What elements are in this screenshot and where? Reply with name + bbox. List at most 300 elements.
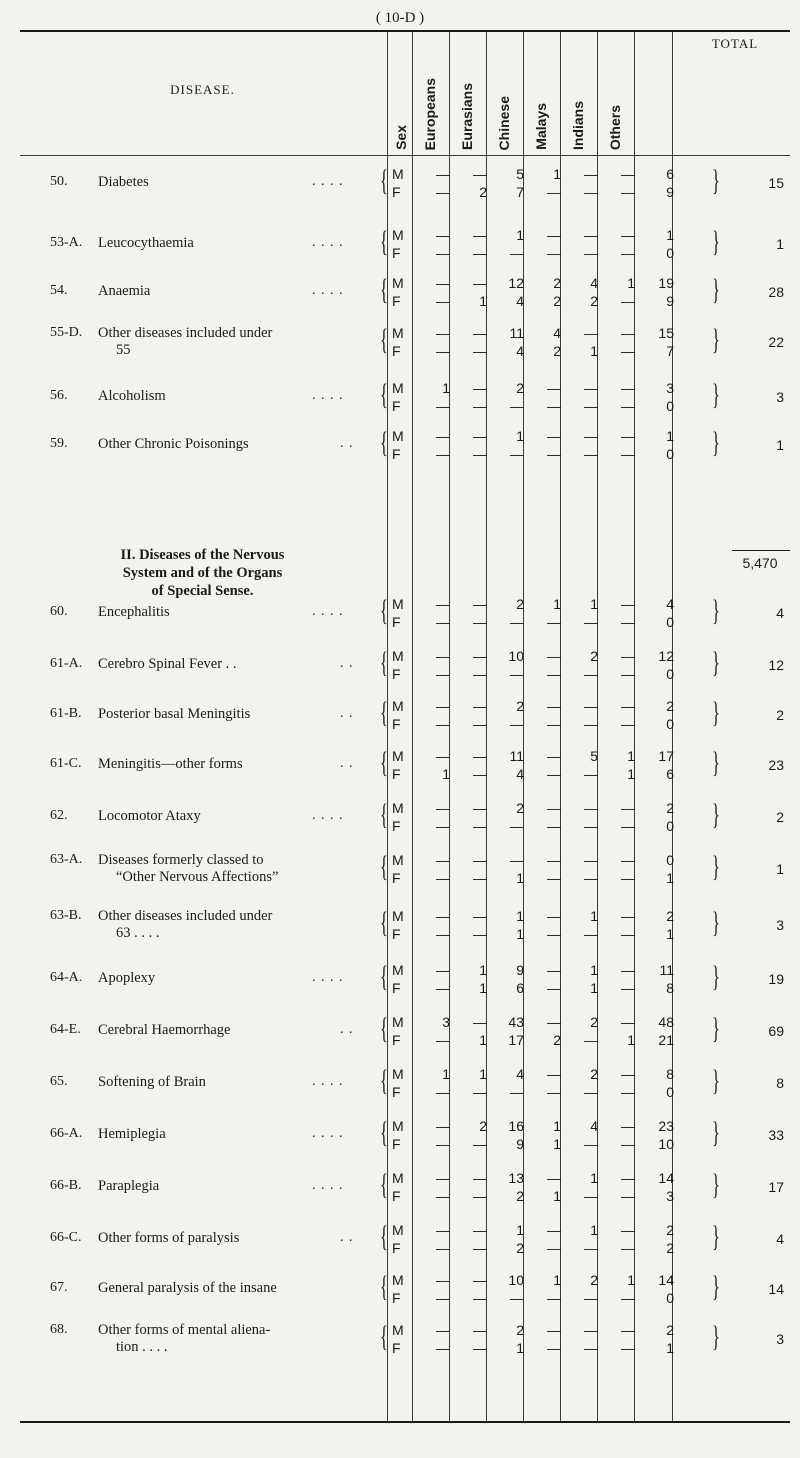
cell-female: 1 (516, 926, 524, 942)
right-brace: } (712, 696, 720, 729)
row-total: 69 (768, 1023, 784, 1039)
cell-female: — (436, 293, 450, 309)
row-total: 1 (776, 437, 784, 453)
disease-name: Apoplexy (98, 970, 156, 986)
cell-male: — (436, 748, 450, 764)
cell-male: 1 (516, 428, 524, 444)
cell-female: — (584, 398, 598, 414)
cell-male: — (473, 648, 487, 664)
cell-female: — (621, 980, 635, 996)
cell-female: — (473, 1188, 487, 1204)
cell-male: 17 (658, 748, 674, 764)
sex-female: F (392, 614, 401, 630)
cell-male: — (621, 227, 635, 243)
cell-male: — (621, 596, 635, 612)
cell-male: 1 (553, 596, 561, 612)
cell-female: — (436, 1032, 450, 1048)
row-total: 14 (768, 1281, 784, 1297)
right-brace: } (712, 1320, 720, 1353)
cell-female: 2 (553, 1032, 561, 1048)
left-brace: { (380, 273, 388, 306)
cell-male: — (436, 1322, 450, 1338)
cell-female: — (547, 245, 561, 261)
cell-female: 1 (553, 1136, 561, 1152)
cell-male: — (584, 380, 598, 396)
row-total: 3 (776, 917, 784, 933)
leader-dots: . . (340, 1022, 354, 1037)
cell-male: 15 (658, 325, 674, 341)
cell-female: — (473, 870, 487, 886)
cell-male: — (621, 1222, 635, 1238)
disease-code: 50. (50, 174, 68, 189)
cell-male: — (547, 648, 561, 664)
cell-male: 12 (658, 648, 674, 664)
header-chinese: Chinese (496, 95, 512, 150)
cell-female: — (436, 343, 450, 359)
disease-name: Softening of Brain (98, 1074, 206, 1090)
cell-female: — (584, 1240, 598, 1256)
cell-male: 1 (627, 1272, 635, 1288)
cell-male: — (436, 1272, 450, 1288)
section-heading-line-2: System and of the Organs (122, 565, 283, 581)
sex-male: M (392, 1322, 404, 1338)
cell-male: 1 (516, 227, 524, 243)
sex-male: M (392, 1066, 404, 1082)
cell-male: 5 (590, 748, 598, 764)
cell-male: — (436, 227, 450, 243)
cell-female: — (584, 1084, 598, 1100)
cell-male: — (547, 962, 561, 978)
header-bottom-rule (20, 155, 790, 156)
cell-male: 6 (666, 166, 674, 182)
cell-male: 3 (442, 1014, 450, 1030)
cell-female: — (584, 1032, 598, 1048)
left-brace: { (380, 164, 388, 197)
cell-male: 23 (658, 1118, 674, 1134)
cell-female: — (547, 1240, 561, 1256)
left-brace: { (380, 1012, 388, 1045)
cell-female: — (621, 293, 635, 309)
cell-male: — (473, 698, 487, 714)
sex-male: M (392, 1014, 404, 1030)
cell-female: — (584, 1136, 598, 1152)
cell-female: — (510, 1084, 524, 1100)
cell-male: 8 (666, 1066, 674, 1082)
disease-code: 61-B. (50, 706, 82, 721)
cell-female: — (584, 1340, 598, 1356)
sex-female: F (392, 926, 401, 942)
cell-male: — (621, 698, 635, 714)
cell-female: 0 (666, 1290, 674, 1306)
cell-female: 2 (666, 1240, 674, 1256)
cell-male: — (584, 428, 598, 444)
disease-name: Locomotor Ataxy (98, 808, 201, 824)
cell-female: — (584, 716, 598, 732)
cell-male: — (473, 1014, 487, 1030)
cell-male: 2 (516, 698, 524, 714)
left-brace: { (380, 378, 388, 411)
leader-dots: . . (340, 436, 354, 451)
cell-female: — (621, 1084, 635, 1100)
left-brace: { (380, 1168, 388, 1201)
cell-female: 9 (666, 293, 674, 309)
cell-female: 0 (666, 398, 674, 414)
sex-male: M (392, 800, 404, 816)
cell-female: — (473, 1340, 487, 1356)
sex-female: F (392, 398, 401, 414)
cell-female: 0 (666, 614, 674, 630)
cell-male: 1 (442, 1066, 450, 1082)
leader-dots: . . . . (312, 970, 344, 985)
cell-female: — (584, 666, 598, 682)
right-brace: } (712, 906, 720, 939)
cell-female: — (473, 245, 487, 261)
cell-female: — (547, 818, 561, 834)
cell-female: 9 (666, 184, 674, 200)
cell-female: 21 (658, 1032, 674, 1048)
cell-male: — (547, 1170, 561, 1186)
sex-female: F (392, 1032, 401, 1048)
cell-female: — (436, 1340, 450, 1356)
disease-code: 68. (50, 1322, 68, 1337)
cell-female: 0 (666, 818, 674, 834)
disease-name: Other diseases included under (98, 908, 273, 924)
cell-female: — (510, 716, 524, 732)
disease-name-continued: 63 . . . . (116, 925, 160, 941)
disease-code: 61-A. (50, 656, 83, 671)
cell-female: — (510, 398, 524, 414)
cell-female: — (436, 1136, 450, 1152)
disease-code: 63-A. (50, 852, 83, 867)
cell-female: — (436, 1290, 450, 1306)
cell-female: — (547, 870, 561, 886)
cell-female: — (510, 245, 524, 261)
cell-female: — (436, 1084, 450, 1100)
cell-female: 7 (666, 343, 674, 359)
cell-male: 1 (516, 908, 524, 924)
cell-female: 1 (516, 870, 524, 886)
sex-male: M (392, 1170, 404, 1186)
cell-female: — (621, 446, 635, 462)
cell-female: — (510, 446, 524, 462)
cell-female: — (621, 870, 635, 886)
cell-female: — (436, 870, 450, 886)
row-total: 4 (776, 605, 784, 621)
disease-code: 66-C. (50, 1230, 82, 1245)
sex-male: M (392, 380, 404, 396)
cell-female: 1 (553, 1188, 561, 1204)
cell-male: — (547, 227, 561, 243)
cell-male: — (547, 852, 561, 868)
disease-name: Diseases formerly classed to (98, 852, 264, 868)
left-brace: { (380, 1320, 388, 1353)
cell-female: — (473, 446, 487, 462)
cell-male: — (473, 1222, 487, 1238)
cell-female: — (547, 184, 561, 200)
row-total: 15 (768, 175, 784, 191)
cell-female: — (584, 1290, 598, 1306)
cell-male: — (436, 1118, 450, 1134)
right-brace: } (712, 1116, 720, 1149)
left-brace: { (380, 696, 388, 729)
left-brace: { (380, 1064, 388, 1097)
cell-male: — (584, 852, 598, 868)
cell-female: — (584, 870, 598, 886)
cell-male: 2 (590, 1014, 598, 1030)
cell-female: — (436, 666, 450, 682)
cell-female: — (510, 614, 524, 630)
cell-male: — (436, 908, 450, 924)
right-brace: } (712, 1168, 720, 1201)
cell-male: — (621, 1322, 635, 1338)
sex-male: M (392, 908, 404, 924)
cell-female: 2 (553, 293, 561, 309)
sex-male: M (392, 748, 404, 764)
cell-female: 4 (516, 766, 524, 782)
cell-male: — (436, 962, 450, 978)
cell-male: — (584, 227, 598, 243)
cell-male: — (473, 166, 487, 182)
cell-male: 1 (590, 908, 598, 924)
cell-female: 4 (516, 343, 524, 359)
cell-male: 2 (590, 648, 598, 664)
cell-female: — (473, 1084, 487, 1100)
cell-male: — (547, 800, 561, 816)
right-brace: } (712, 1220, 720, 1253)
left-brace: { (380, 594, 388, 627)
cell-male: — (547, 1322, 561, 1338)
leader-dots: . . (340, 1230, 354, 1245)
cell-male: — (436, 275, 450, 291)
leader-dots: . . . . (312, 235, 344, 250)
left-brace: { (380, 1270, 388, 1303)
cell-male: 2 (479, 1118, 487, 1134)
row-total: 3 (776, 389, 784, 405)
cell-female: — (621, 343, 635, 359)
cell-male: 4 (666, 596, 674, 612)
leader-dots: . . (340, 706, 354, 721)
cell-female: — (584, 818, 598, 834)
cell-female: 1 (590, 980, 598, 996)
cell-female: — (547, 926, 561, 942)
disease-name: Encephalitis (98, 604, 170, 620)
disease-name-continued: tion . . . . (116, 1339, 168, 1355)
cell-female: 6 (666, 766, 674, 782)
cell-female: — (621, 818, 635, 834)
cell-male: — (621, 428, 635, 444)
cell-male: — (547, 1014, 561, 1030)
cell-male: 0 (666, 852, 674, 868)
left-brace: { (380, 850, 388, 883)
sex-female: F (392, 1240, 401, 1256)
cell-male: — (621, 962, 635, 978)
cell-female: 7 (516, 184, 524, 200)
cell-male: — (621, 648, 635, 664)
cell-female: 0 (666, 1084, 674, 1100)
cell-male: 10 (508, 1272, 524, 1288)
cell-male: — (436, 1170, 450, 1186)
leader-dots: . . . . (312, 808, 344, 823)
row-total: 19 (768, 971, 784, 987)
disease-code: 65. (50, 1074, 68, 1089)
cell-female: — (584, 926, 598, 942)
cell-male: 19 (658, 275, 674, 291)
sex-male: M (392, 325, 404, 341)
cell-female: — (547, 398, 561, 414)
cell-male: 2 (516, 1322, 524, 1338)
left-brace: { (380, 798, 388, 831)
disease-code: 66-A. (50, 1126, 83, 1141)
cell-female: — (621, 1136, 635, 1152)
column-divider (412, 32, 413, 1421)
cell-female: — (621, 1290, 635, 1306)
cell-male: — (473, 1272, 487, 1288)
cell-female: — (584, 245, 598, 261)
cell-female: 0 (666, 666, 674, 682)
disease-name: Other Chronic Poisonings (98, 436, 249, 452)
disease-name: General paralysis of the insane (98, 1280, 277, 1296)
cell-male: 1 (442, 380, 450, 396)
disease-code: 64-A. (50, 970, 83, 985)
cell-male: 5 (516, 166, 524, 182)
disease-name: Alcoholism (98, 388, 166, 404)
row-total: 2 (776, 809, 784, 825)
cell-male: 2 (516, 596, 524, 612)
cell-male: 1 (479, 962, 487, 978)
cell-male: 2 (666, 908, 674, 924)
cell-female: — (436, 1188, 450, 1204)
cell-female: — (436, 446, 450, 462)
row-total: 1 (776, 861, 784, 877)
cell-female: — (510, 666, 524, 682)
cell-female: 1 (479, 980, 487, 996)
cell-female: 3 (666, 1188, 674, 1204)
sex-male: M (392, 698, 404, 714)
sex-male: M (392, 596, 404, 612)
left-brace: { (380, 426, 388, 459)
cell-male: — (584, 800, 598, 816)
header-others: Others (607, 104, 623, 150)
cell-female: — (621, 245, 635, 261)
cell-female: — (547, 1340, 561, 1356)
right-brace: } (712, 426, 720, 459)
right-brace: } (712, 646, 720, 679)
cell-female: — (621, 1340, 635, 1356)
cell-male: — (621, 908, 635, 924)
cell-female: 2 (590, 293, 598, 309)
sex-female: F (392, 184, 401, 200)
cell-female: — (436, 1240, 450, 1256)
header-disease: DISEASE. (170, 82, 235, 97)
header-malays: Malays (533, 103, 549, 150)
disease-name: Hemiplegia (98, 1126, 166, 1142)
cell-male: 13 (508, 1170, 524, 1186)
cell-male: — (621, 1170, 635, 1186)
leader-dots: . . (340, 656, 354, 671)
cell-female: 1 (442, 766, 450, 782)
cell-male: — (473, 596, 487, 612)
cell-male: — (584, 325, 598, 341)
cell-female: 1 (666, 1340, 674, 1356)
cell-female: 2 (479, 184, 487, 200)
cell-male: — (547, 1222, 561, 1238)
cell-female: 2 (553, 343, 561, 359)
cell-female: — (436, 245, 450, 261)
leader-dots: . . . . (312, 174, 344, 189)
row-total: 2 (776, 707, 784, 723)
cell-female: 10 (658, 1136, 674, 1152)
cell-female: — (473, 1136, 487, 1152)
cell-female: — (621, 1240, 635, 1256)
cell-male: — (621, 380, 635, 396)
leader-dots: . . . . (312, 283, 344, 298)
cell-male: — (547, 748, 561, 764)
disease-code: 66-B. (50, 1178, 82, 1193)
cell-female: — (584, 1188, 598, 1204)
cell-female: — (584, 184, 598, 200)
cell-male: 12 (508, 275, 524, 291)
disease-name: Cerebro Spinal Fever . . (98, 656, 237, 672)
cell-male: 1 (627, 275, 635, 291)
cell-male: 1 (553, 166, 561, 182)
disease-name: Posterior basal Meningitis (98, 706, 251, 722)
cell-female: 0 (666, 245, 674, 261)
cell-male: — (510, 852, 524, 868)
sex-male: M (392, 962, 404, 978)
disease-code: 54. (50, 283, 68, 298)
cell-female: 0 (666, 446, 674, 462)
right-brace: } (712, 378, 720, 411)
cell-female: 17 (508, 1032, 524, 1048)
sex-female: F (392, 293, 401, 309)
cell-male: — (584, 698, 598, 714)
cell-male: — (547, 1066, 561, 1082)
cell-female: — (436, 980, 450, 996)
sex-female: F (392, 1136, 401, 1152)
cell-male: 2 (666, 1322, 674, 1338)
cell-male: — (436, 648, 450, 664)
sex-female: F (392, 766, 401, 782)
right-brace: } (712, 1270, 720, 1303)
cell-male: — (436, 852, 450, 868)
left-brace: { (380, 1220, 388, 1253)
cell-female: — (436, 926, 450, 942)
cell-female: — (584, 614, 598, 630)
cell-male: — (621, 166, 635, 182)
sex-female: F (392, 870, 401, 886)
right-brace: } (712, 225, 720, 258)
sex-female: F (392, 666, 401, 682)
sex-male: M (392, 275, 404, 291)
cell-female: — (621, 398, 635, 414)
cell-male: 4 (553, 325, 561, 341)
right-brace: } (712, 1064, 720, 1097)
disease-name: Leucocythaemia (98, 235, 194, 251)
sex-female: F (392, 1290, 401, 1306)
cell-male: — (436, 428, 450, 444)
cell-male: — (473, 380, 487, 396)
cell-female: — (621, 614, 635, 630)
cell-male: 11 (509, 325, 524, 341)
cell-female: — (473, 398, 487, 414)
cell-female: 1 (590, 343, 598, 359)
row-total: 33 (768, 1127, 784, 1143)
sex-male: M (392, 166, 404, 182)
cell-male: — (621, 325, 635, 341)
cell-female: — (473, 1240, 487, 1256)
cell-male: 2 (666, 800, 674, 816)
sex-male: M (392, 648, 404, 664)
